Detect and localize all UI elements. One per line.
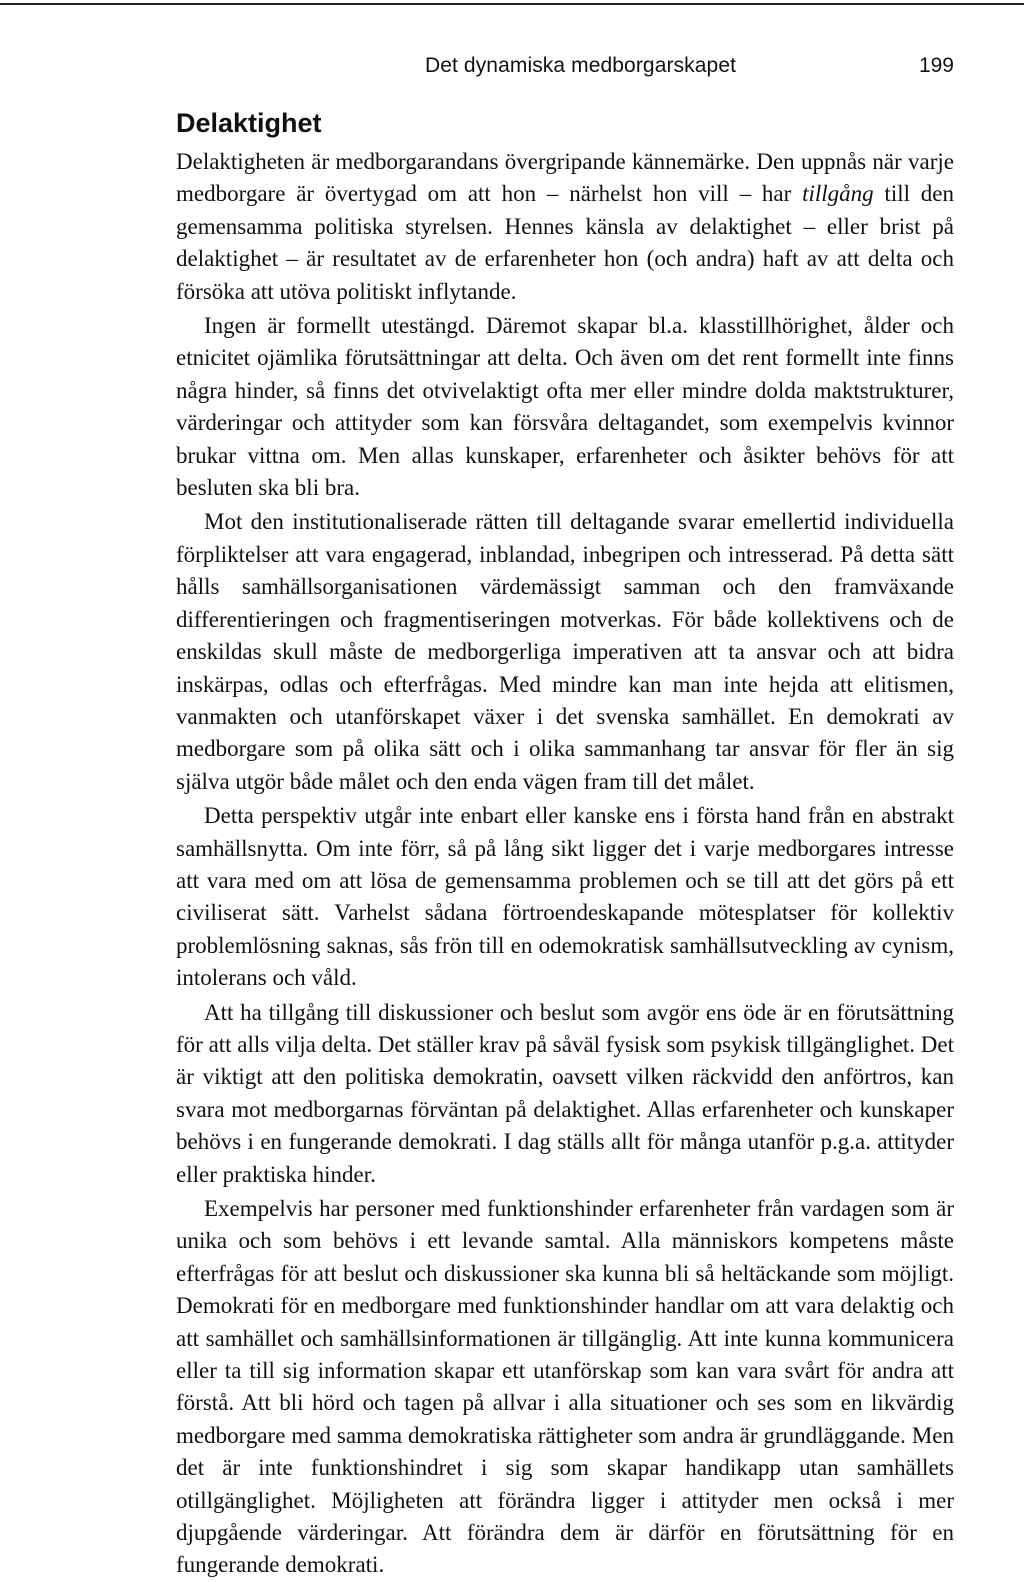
paragraph-1-text-before: Delaktigheten är medborgarandans övergripande kännemärke. Den uppnås när varje medborgare är övertygad om att hon – närhelst hon vill – har (176, 149, 954, 207)
paragraph-1-emphasis: tillgång (802, 181, 874, 207)
paragraph-3: Mot den institutionaliserade rätten till deltagande svarar emellertid individuella förpliktelser att vara engagerad, inblandad, inbegripen och intresserad. På detta sätt hålls samhällsorganisationen värdemässigt samman och den framväxande differentieringen och fragmentiseringen motverkas. För både kollektivens och de enskildas skull måste de medborgerliga imperativen att ta ansvar och att bidra inskärpas, odlas och efterfrågas. Med mindre kan man inte hejda att elitismen, vanmakten och utanförskapet växer i det svenska samhället. En demokrati av medborgare som på olika sätt och i olika sammanhang tar ansvar för fler än sig själva utgör både målet och den enda vägen fram till det målet. (176, 509, 954, 794)
paragraph-1 (176, 146, 954, 308)
running-header-title: Det dynamiska medborgarskapet (425, 54, 737, 77)
top-border-line (0, 3, 1024, 5)
paragraph-4: Detta perspektiv utgår inte enbart eller kanske ens i första hand från en abstrakt samhällsnytta. Om inte förr, så på lång sikt ligger det i varje medborgares intresse att vara med om att lösa de gemensamma problemen och se till att det görs på ett civiliserat sätt. Varhelst sådana förtroendeskapande mötesplatser för kollektiv problemlösning saknas, sås frön till en odemokratisk samhällsutveckling av cynism, intolerans och våld. (176, 803, 954, 991)
paragraph-1-text-after: till den gemensamma politiska styrelsen. Hennes känsla av delaktighet – eller brist på delaktighet – är resultatet av de erfarenheter hon (och andra) haft av att delta och försöka att utöva politiskt inflytande. (176, 181, 954, 304)
paragraph-2: Ingen är formellt utestängd. Däremot skapar bl.a. klasstillhörighet, ålder och etnicitet ojämlika förutsättningar att delta. Och även om det rent formellt inte finns några hinder, så finns det otvivelaktigt ofta mer eller mindre dolda maktstrukturer, värderingar och attityder som kan försvåra deltagandet, som exempelvis kvinnor brukar vittna om. Men allas kunskaper, erfarenheter och åsikter behövs för att besluten ska bli bra. (176, 313, 954, 501)
body-text (176, 146, 954, 1582)
page-number: 199 (918, 54, 954, 77)
paragraph-6: Exempelvis har personer med funktionshinder erfarenheter från vardagen som är unika och som behövs i ett levande samtal. Alla människors kompetens måste efterfrågas för att beslut och diskussioner ska kunna bli så heltäckande som möjligt. Demokrati för en medborgare med funktionshinder handlar om att vara delaktig och att samhället och samhällsinformationen är tillgänglig. Att inte kunna kommunicera eller ta till sig information skapar ett utanförskap som kan vara svårt för andra att förstå. Att bli hörd och tagen på allvar i alla situationer och ses som en likvärdig medborgare med samma demokratiska rättigheter som andra är grundläggande. Men det är inte funktionshindret i sig som skapar handikapp utan samhällets otillgänglighet. Möjligheten att förändra ligger i attityder men också i mer djupgående värderingar. Att förändra dem är därför en förutsättning för en fungerande demokrati. (176, 1196, 954, 1578)
section-heading: Delaktighet (176, 108, 322, 138)
paragraph-5: Att ha tillgång till diskussioner och beslut som avgör ens öde är en förutsättning för att alls vilja delta. Det ställer krav på såväl fysisk som psykisk tillgänglighet. Det är viktigt att den politiska demokratin, oavsett vilken räckvidd den anförtros, kan svara mot medborgarnas förväntan på delaktighet. Allas erfarenheter och kunskaper behövs i en fungerande demokrati. I dag ställs allt för många utanför p.g.a. attityder eller praktiska hinder. (176, 999, 955, 1187)
